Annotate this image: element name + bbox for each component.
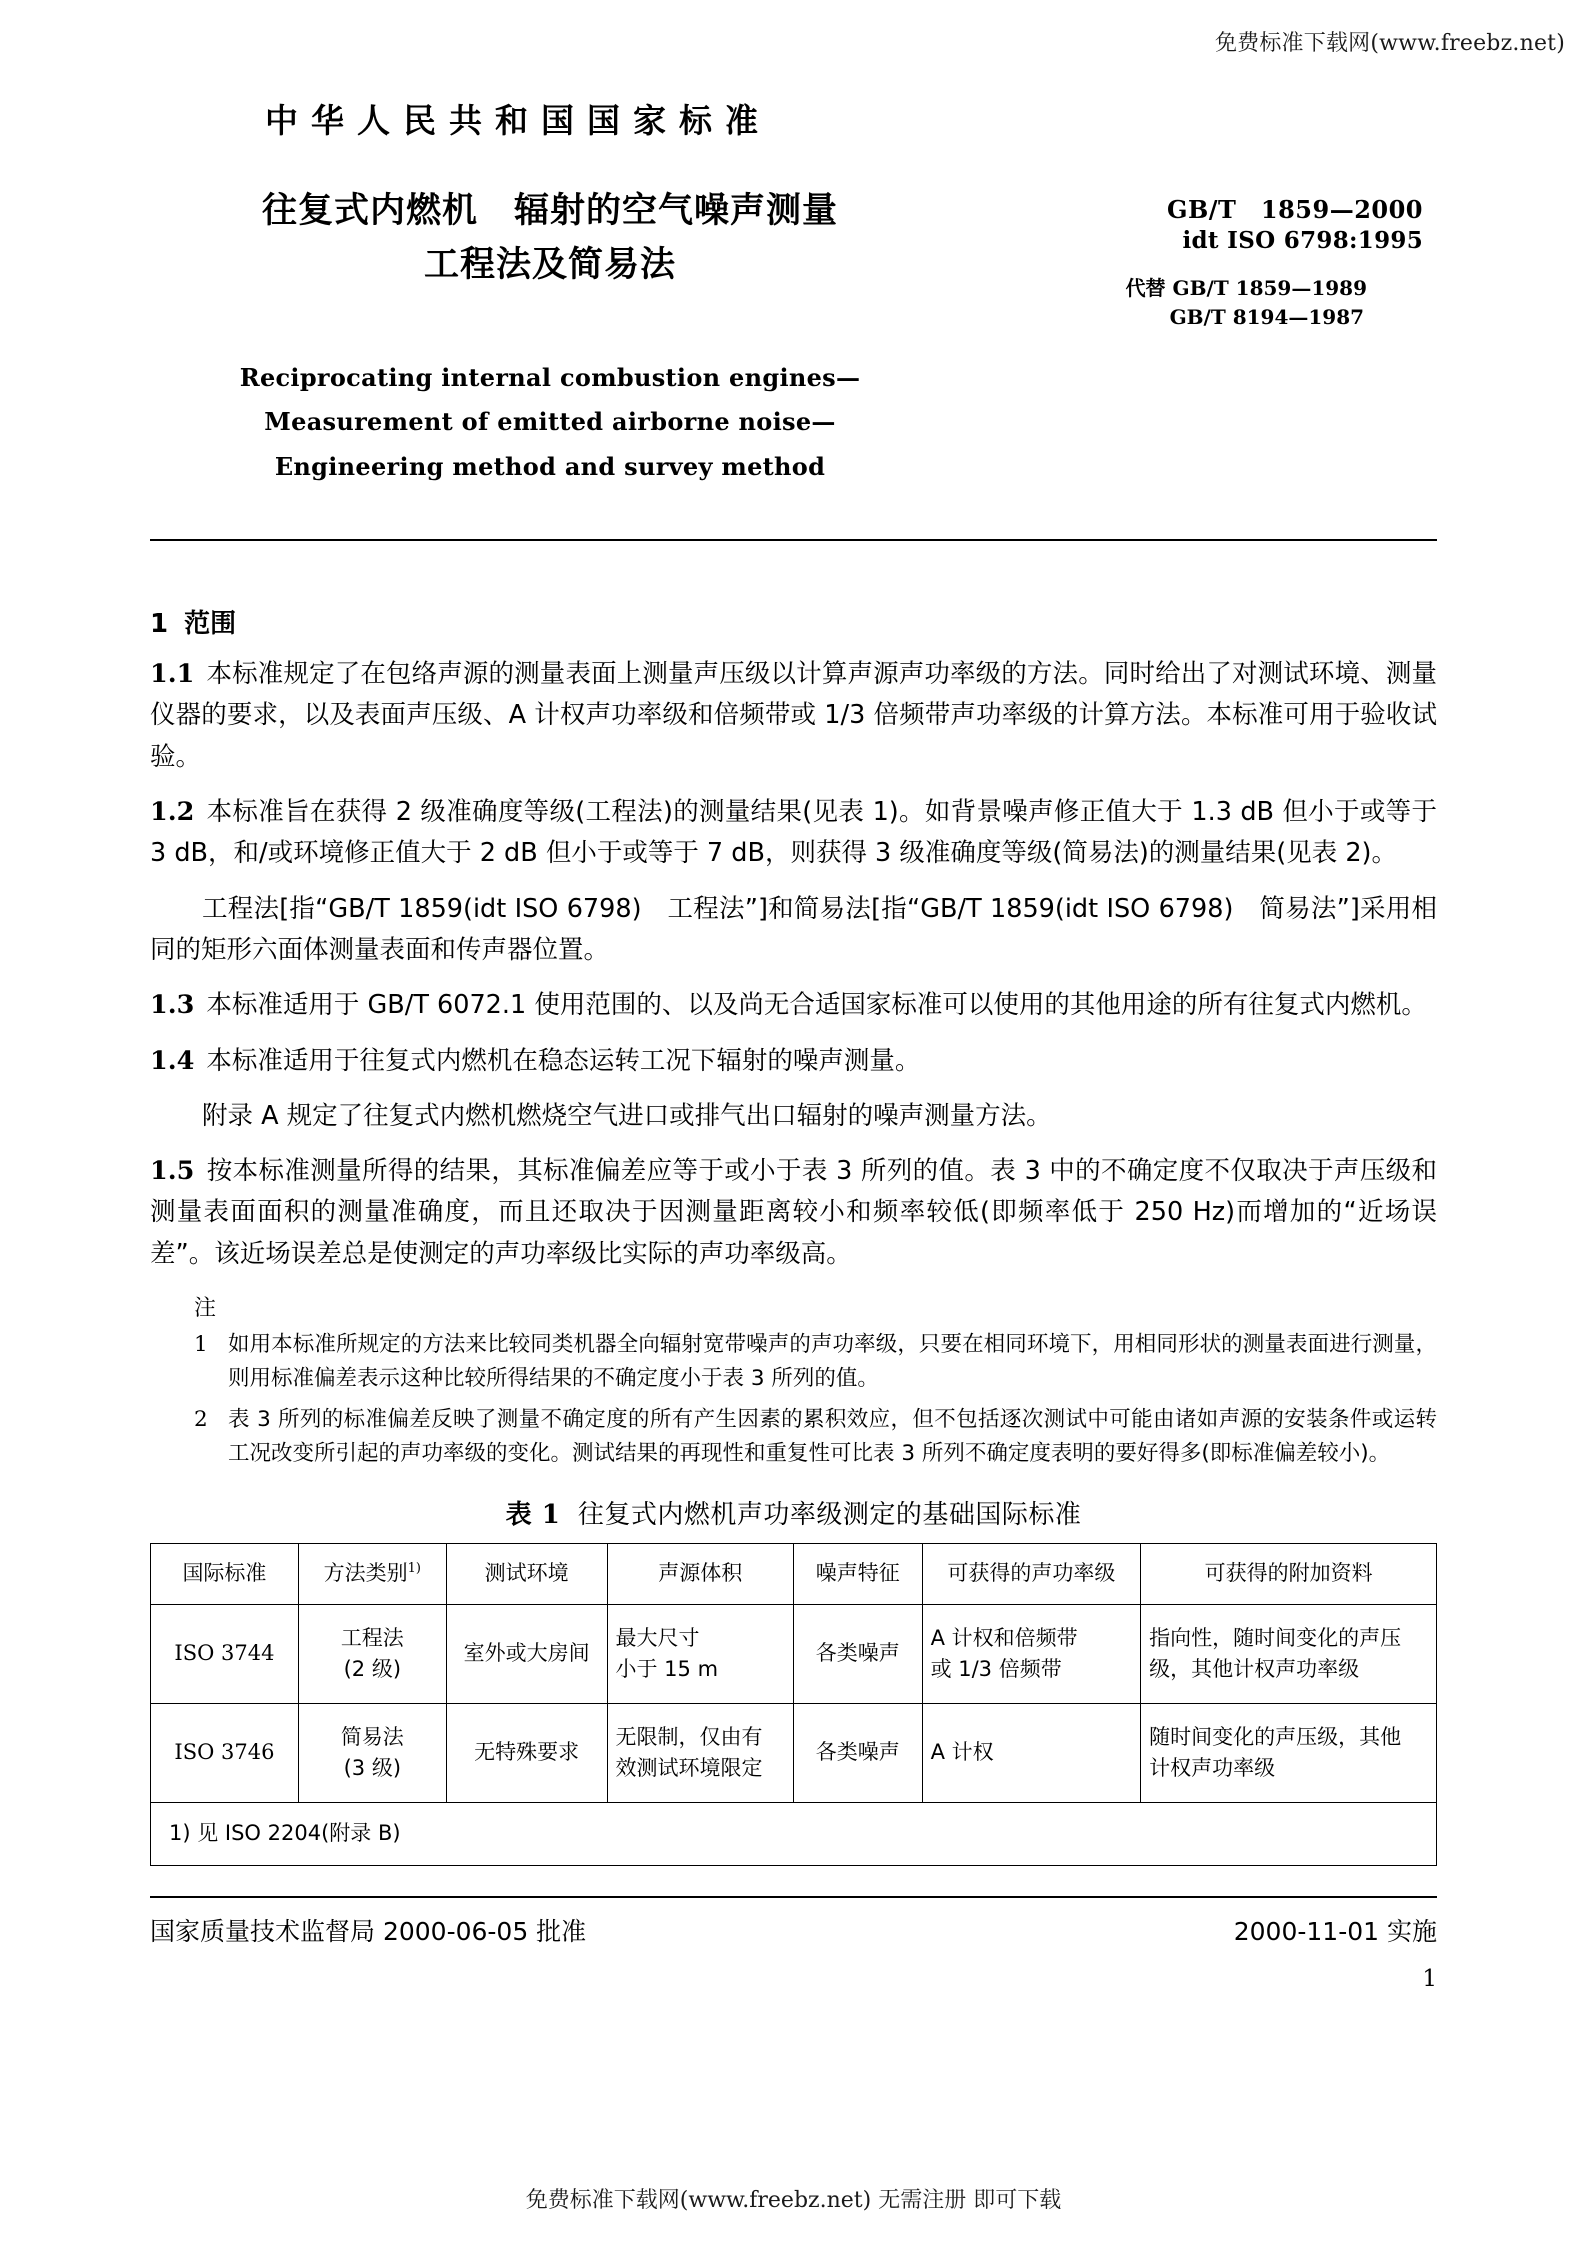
chinese-title: [150, 184, 950, 293]
approval-text: 国家质量技术监督局 2000-06-05 批准: [150, 1916, 587, 1946]
chinese-title-line2: 工程法及简易法: [423, 245, 676, 286]
table-cell-noise-line: 各类噪声: [815, 1740, 900, 1765]
table1-header-cell: 噪声特征: [793, 1543, 922, 1604]
notes-label: 注: [194, 1296, 217, 1322]
idt-iso-number: idt ISO 6798:1995: [1182, 227, 1423, 254]
table1-header-cell: 可获得的附加资料: [1141, 1543, 1437, 1604]
table-cell-environment: [446, 1703, 607, 1802]
clause-text: 按本标准测量所得的结果，其标准偏差应等于或小于表 3 所列的值。表 3 中的不确定度不仅取决于声压级和测量表面面积的测量准确度，而且还取决于因测量距离较小和频率较低(即频率低于 250 Hz)而增加的“近场误差”。该近场误差总是使测定的声功率级比实际的声功率级高。: [150, 1156, 1437, 1269]
table1-footnote: 1) 见 ISO 2204(附录 B): [151, 1802, 1437, 1865]
standard-number: GB/T 1859—2000: [1167, 195, 1423, 224]
table-cell-sound-power-line: A 计权和倍频带: [930, 1626, 1078, 1651]
replaces-line1: [1126, 274, 1367, 303]
table-cell-method-line: (2 级): [343, 1656, 402, 1681]
clause-text: 工程法[指“GB/T 1859(idt ISO 6798) 工程法”]和简易法[指“GB/T 1859(idt ISO 6798) 简易法”]采用相同的矩形六面体测量表面和传声器位置。: [150, 893, 1437, 965]
table1-header-cell: 国际标准: [151, 1543, 299, 1604]
clause-number: 1.4: [150, 1045, 195, 1076]
section-number: 1: [150, 609, 169, 640]
english-title: [150, 356, 950, 489]
table-cell-standard: [151, 1604, 299, 1703]
clause-1-2: [150, 792, 1437, 875]
title-block: [150, 184, 1437, 329]
table-cell-volume-line: 无限制，仅由有: [615, 1725, 763, 1750]
chinese-title-line1: 往复式内燃机 辐射的空气噪声测量: [261, 191, 838, 231]
clause-list: [150, 654, 1437, 1275]
watermark-bottom: 免费标准下载网(www.freebz.net) 无需注册 即可下载: [525, 2188, 1062, 2213]
notes-list: [150, 1328, 1437, 1472]
clause-number: 1.3: [150, 990, 195, 1021]
table-cell-environment-line: 室外或大房间: [463, 1641, 590, 1666]
table-cell-volume: [607, 1604, 793, 1703]
table-cell-sound-power-line: A 计权: [930, 1740, 994, 1765]
table-cell-environment: [446, 1604, 607, 1703]
table1-header-cell: 声源体积: [607, 1543, 793, 1604]
table-cell-noise-line: 各类噪声: [815, 1641, 900, 1666]
note-item: [194, 1403, 1437, 1472]
header-divider: [150, 539, 1437, 541]
clause-number: 1.5: [150, 1156, 195, 1187]
note-text: 如用本标准所规定的方法来比较同类机器全向辐射宽带噪声的声功率级，只要在相同环境下，用相同形状的测量表面进行测量，则用标准偏差表示这种比较所得结果的不确定度小于表 3 所列的值。: [228, 1332, 1437, 1392]
national-standard-banner: 中华人民共和国国家标准: [265, 101, 771, 140]
note-index: 1: [194, 1332, 208, 1358]
clause-number: 1.1: [150, 659, 195, 690]
section-title: 范围: [184, 609, 237, 640]
clause-1-3: [150, 985, 1437, 1026]
table-cell-method: [298, 1703, 446, 1802]
clause-text: 本标准旨在获得 2 级准确度等级(工程法)的测量结果(见表 1)。如背景噪声修正值大于 1.3 dB 但小于或等于 3 dB，和/或环境修正值大于 2 dB 但小于或等于 7 dB，则获得 3 级准确度等级(简易法)的测量结果(见表 2)。: [150, 797, 1437, 869]
english-title-line1: Reciprocating internal combustion engines—: [239, 363, 861, 392]
table-cell-extra-info-line: 级，其他计权声功率级: [1149, 1656, 1360, 1681]
english-title-line2: Measurement of emitted airborne noise—: [264, 407, 836, 437]
table-cell-volume-line: 最大尺寸: [615, 1626, 700, 1651]
clause-paragraph: [150, 889, 1437, 972]
table1-footnote-row: [151, 1802, 1437, 1865]
table-cell-sound-power: [922, 1604, 1141, 1703]
table-cell-noise: [793, 1703, 922, 1802]
table-cell-extra-info: [1141, 1703, 1437, 1802]
page-content: [150, 0, 1437, 1992]
implementation-text: 2000-11-01 实施: [1233, 1916, 1437, 1946]
note-text: 表 3 所列的标准偏差反映了测量不确定度的所有产生因素的累积效应，但不包括逐次测试中可能由诸如声源的安装条件或运转工况改变所引起的声功率级的变化。测试结果的再现性和重复性可比表 3 所列不确定度表明的要好得多(即标准偏差较小)。: [228, 1406, 1437, 1467]
table1-foot: [151, 1802, 1437, 1865]
table1-header-cell: 测试环境: [446, 1543, 607, 1604]
standard-number-block: [1003, 190, 1423, 254]
clause-number: 1.2: [150, 797, 195, 828]
table-cell-environment-line: 无特殊要求: [474, 1740, 580, 1765]
table1-caption-number: 表 1: [505, 1499, 561, 1530]
table-cell-sound-power: [922, 1703, 1141, 1802]
table-cell-volume-line: 小于 15 m: [615, 1656, 719, 1681]
table-cell-extra-info-line: 计权声功率级: [1149, 1755, 1276, 1780]
section-heading: [150, 603, 1437, 640]
table1-header-method-label: 方法类别: [323, 1561, 408, 1586]
clause-text: 本标准适用于往复式内燃机在稳态运转工况下辐射的噪声测量。: [206, 1045, 921, 1076]
table-cell-standard-line: ISO 3744: [174, 1641, 275, 1666]
table-cell-extra-info-line: 随时间变化的声压级，其他: [1149, 1725, 1402, 1750]
table1-header-cell: 可获得的声功率级: [922, 1543, 1141, 1604]
table1-caption-text: 往复式内燃机声功率级测定的基础国际标准: [577, 1499, 1082, 1530]
table-cell-volume: [607, 1703, 793, 1802]
table-cell-volume-line: 效测试环境限定: [615, 1755, 763, 1780]
table1-caption: [150, 1494, 1437, 1531]
table-cell-method-line: (3 级): [343, 1755, 402, 1780]
clause-text: 本标准规定了在包络声源的测量表面上测量声压级以计算声源声功率级的方法。同时给出了对测试环境、测量仪器的要求，以及表面声压级、A 计权声功率级和倍频带或 1/3 倍频带声功率级的计算方法。本标准可用于验收试验。: [150, 659, 1437, 772]
note-item: [194, 1328, 1437, 1397]
table-cell-extra-info: [1141, 1604, 1437, 1703]
table1: [150, 1543, 1437, 1866]
table1-head: [151, 1543, 1437, 1604]
table-cell-noise: [793, 1604, 922, 1703]
watermark-top: 免费标准下载网(www.freebz.net): [1214, 31, 1565, 56]
clause-1-1: [150, 654, 1437, 778]
table-row: [151, 1604, 1437, 1703]
table-row: [151, 1703, 1437, 1802]
footer-divider: [150, 1896, 1437, 1898]
table-cell-standard: [151, 1703, 299, 1802]
note-index: 2: [194, 1406, 208, 1432]
table-cell-standard-line: ISO 3746: [174, 1740, 275, 1765]
table-cell-method-line: 简易法: [340, 1725, 404, 1750]
table-cell-sound-power-line: 或 1/3 倍频带: [930, 1656, 1062, 1681]
table-cell-extra-info-line: 指向性，随时间变化的声压: [1149, 1626, 1402, 1651]
page-number: 1: [1422, 1965, 1437, 1992]
english-title-line3: Engineering method and survey method: [274, 451, 826, 481]
clause-paragraph: [150, 1096, 1437, 1137]
clause-1-5: [150, 1151, 1437, 1275]
replaces-label: 代替: [1125, 276, 1166, 300]
clause-1-4: [150, 1041, 1437, 1082]
table1-header-row: [151, 1543, 1437, 1604]
table-cell-method-line: 工程法: [340, 1626, 404, 1651]
footer-line: [150, 1912, 1437, 1948]
table1-header-cell-method: [298, 1543, 446, 1604]
replaces-std-1: GB/T 1859—1989: [1172, 276, 1367, 300]
clause-text: 附录 A 规定了往复式内燃机燃烧空气进口或排气出口辐射的噪声测量方法。: [202, 1100, 1052, 1131]
replaces-line2: GB/T 8194—1987: [1169, 305, 1365, 329]
table1-body: [151, 1604, 1437, 1802]
replaces-block: [1126, 274, 1367, 332]
table-cell-method: [298, 1604, 446, 1703]
clause-text: 本标准适用于 GB/T 6072.1 使用范围的、以及尚无合适国家标准可以使用的其他用途的所有往复式内燃机。: [206, 990, 1427, 1021]
footnote-marker: 1): [407, 1561, 421, 1577]
